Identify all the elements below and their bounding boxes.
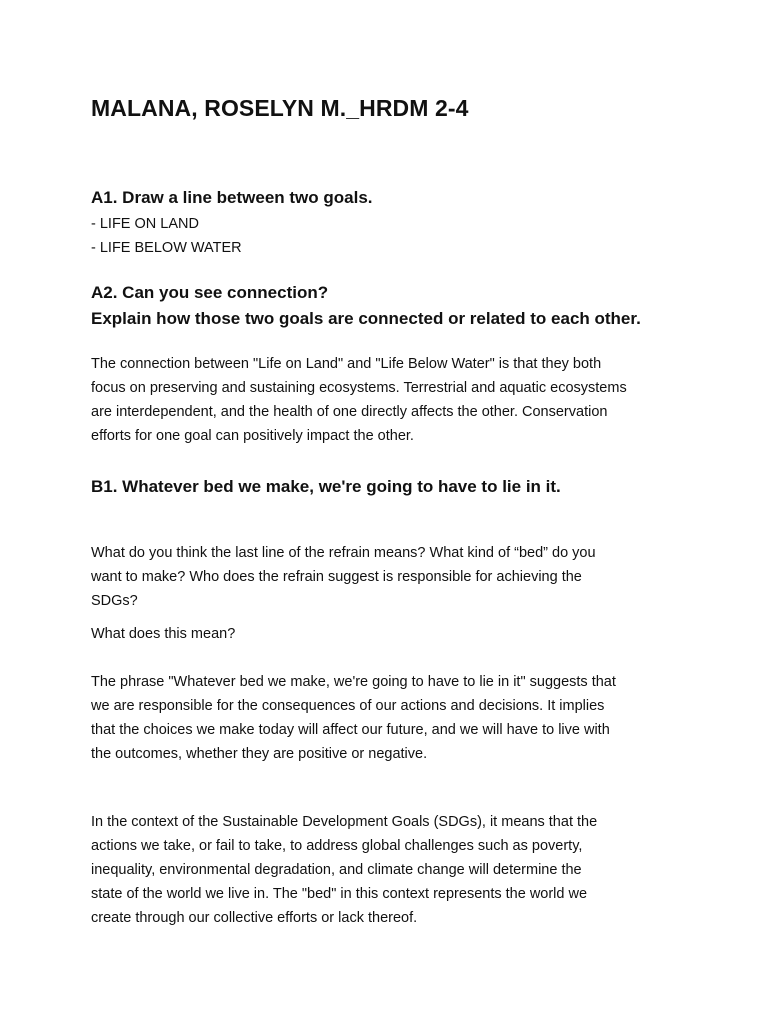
paragraph-line: inequality, environmental degradation, and climate change will determine the (91, 862, 582, 878)
paragraph-line: actions we take, or fail to take, to address global challenges such as poverty, (91, 838, 583, 854)
b1-question2: What does this mean? (91, 626, 236, 642)
a2-heading-line2: Explain how those two goals are connected or related to each other. (91, 309, 641, 328)
b1-answer-paragraph-2 (91, 810, 687, 930)
a1-goal-item: - LIFE ON LAND (91, 216, 199, 232)
paragraph-line: are interdependent, and the health of one directly affects the other. Conservation (91, 404, 608, 420)
a2-heading-line1: A2. Can you see connection? (91, 283, 329, 302)
paragraph-line: state of the world we live in. The "bed" in this context represents the world we (91, 886, 588, 902)
b1-heading: B1. Whatever bed we make, we're going to have to lie in it. (91, 477, 561, 496)
paragraph-line: efforts for one goal can positively impact the other. (91, 428, 414, 444)
paragraph-line: In the context of the Sustainable Development Goals (SDGs), it means that the (91, 814, 598, 830)
paragraph-line: The connection between "Life on Land" and "Life Below Water" is that they both (91, 356, 602, 372)
document-title: MALANA, ROSELYN M._HRDM 2-4 (91, 95, 469, 121)
a1-goal-item: - LIFE BELOW WATER (91, 240, 242, 256)
paragraph-line: What do you think the last line of the refrain means? What kind of “bed” do you (91, 545, 596, 561)
paragraph-line: we are responsible for the consequences of our actions and decisions. It implies (91, 698, 605, 714)
paragraph-line: create through our collective efforts or lack thereof. (91, 910, 418, 926)
paragraph-line: The phrase "Whatever bed we make, we're going to have to lie in it" suggests that (91, 674, 616, 690)
a1-heading: A1. Draw a line between two goals. (91, 188, 373, 207)
paragraph-line: the outcomes, whether they are positive or negative. (91, 746, 428, 762)
b1-answer-paragraph-1 (91, 670, 687, 766)
a1-goal-list (91, 212, 687, 260)
paragraph-line: that the choices we make today will affect our future, and we will have to live with (91, 722, 610, 738)
a2-answer-paragraph (91, 352, 687, 448)
b1-question-paragraph (91, 541, 687, 613)
paragraph-line: SDGs? (91, 593, 138, 609)
paragraph-line: focus on preserving and sustaining ecosystems. Terrestrial and aquatic ecosystems (91, 380, 627, 396)
paragraph-line: want to make? Who does the refrain suggest is responsible for achieving the (91, 569, 582, 585)
